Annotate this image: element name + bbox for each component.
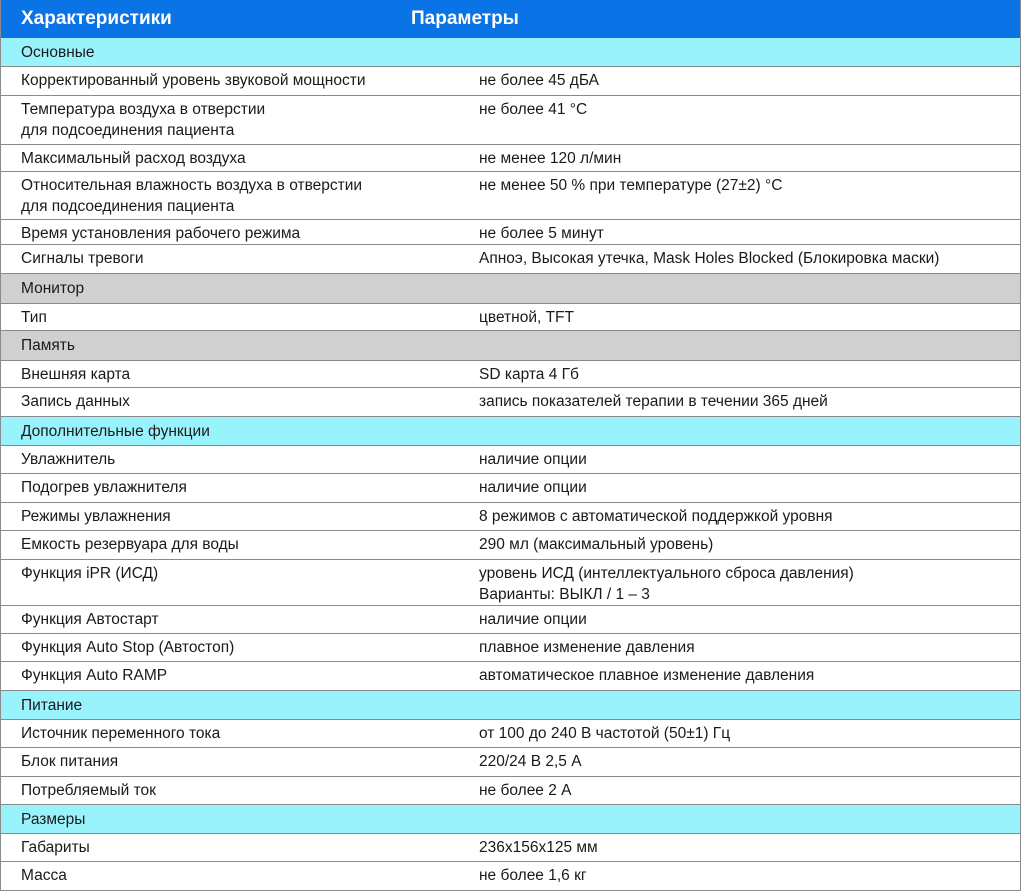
row-label: Относительная влажность воздуха в отверстии для подсоединения пациента: [21, 177, 363, 215]
section-title: Монитор: [21, 280, 85, 297]
header-characteristics: Характеристики: [21, 8, 172, 29]
row-label: Блок питания: [21, 753, 119, 770]
table-row: [1, 96, 1020, 145]
row-label: Масса: [21, 867, 67, 884]
section-header: [1, 331, 1020, 361]
section-header: [1, 274, 1020, 304]
table-row: [1, 834, 1020, 862]
row-value: плавное изменение давления: [479, 639, 695, 656]
table-row: [1, 245, 1020, 274]
table-row: [1, 777, 1020, 805]
row-label: Функция iPR (ИСД): [21, 565, 159, 582]
row-label: Потребляемый ток: [21, 782, 156, 799]
row-value: от 100 до 240 В частотой (50±1) Гц: [479, 725, 731, 742]
section-title: Питание: [21, 697, 83, 714]
row-label: Функция Автостарт: [21, 611, 159, 628]
table-row: [1, 304, 1020, 331]
row-value: не более 45 дБА: [479, 72, 599, 89]
table-row: [1, 145, 1020, 172]
row-value: 236x156x125 мм: [479, 839, 598, 856]
row-label: Увлажнитель: [21, 451, 116, 468]
row-value: наличие опции: [479, 451, 587, 468]
row-value: наличие опции: [479, 611, 587, 628]
row-value: SD карта 4 Гб: [479, 366, 579, 383]
table-row: [1, 503, 1020, 531]
row-label: Сигналы тревоги: [21, 250, 144, 267]
row-label: Функция Auto Stop (Автостоп): [21, 639, 235, 656]
table-row: [1, 560, 1020, 606]
row-label: Функция Auto RAMP: [21, 667, 168, 684]
table-row: [1, 220, 1020, 245]
row-value: цветной, TFT: [479, 309, 574, 326]
table-row: [1, 361, 1020, 388]
table-row: [1, 662, 1020, 691]
row-value: автоматическое плавное изменение давления: [479, 667, 815, 684]
section-title: Память: [21, 337, 75, 354]
row-value: не более 5 минут: [479, 225, 604, 242]
table-row: [1, 720, 1020, 748]
section-header: [1, 417, 1020, 446]
row-value: не менее 120 л/мин: [479, 150, 622, 167]
row-value: 8 режимов с автоматической поддержкой уровня: [479, 508, 833, 525]
header-parameters: Параметры: [411, 8, 519, 29]
row-label: Время установления рабочего режима: [21, 225, 301, 242]
table-header: [1, 0, 1020, 38]
table-row: [1, 606, 1020, 634]
table-row: [1, 172, 1020, 220]
table-row: [1, 388, 1020, 417]
row-label: Запись данных: [21, 393, 130, 410]
row-label: Температура воздуха в отверстии для подсоединения пациента: [21, 101, 266, 139]
row-value: 290 мл (максимальный уровень): [479, 536, 714, 553]
row-value: 220/24 В 2,5 А: [479, 753, 582, 770]
row-label: Режимы увлажнения: [21, 508, 171, 525]
row-value: наличие опции: [479, 479, 587, 496]
row-value: не менее 50 % при температуре (27±2) °С: [479, 177, 783, 194]
row-label: Источник переменного тока: [21, 725, 221, 742]
table-row: [1, 474, 1020, 503]
row-value: запись показателей терапии в течении 365 дней: [479, 393, 828, 410]
row-label: Корректированный уровень звуковой мощности: [21, 72, 366, 89]
section-header: [1, 38, 1020, 67]
row-value: уровень ИСД (интеллектуального сброса давления) Варианты: ВЫКЛ / 1 – 3: [479, 565, 854, 603]
row-label: Внешняя карта: [21, 366, 131, 383]
table-row: [1, 446, 1020, 474]
row-label: Тип: [21, 309, 47, 326]
section-header: [1, 691, 1020, 720]
table-row: [1, 531, 1020, 560]
row-value: не более 41 °С: [479, 101, 588, 118]
row-value: Апноэ, Высокая утечка, Mask Holes Blocked (Блокировка маски): [479, 250, 940, 267]
row-value: не более 2 А: [479, 782, 572, 799]
section-title: Дополнительные функции: [21, 423, 210, 440]
table-row: [1, 67, 1020, 96]
row-value: не более 1,6 кг: [479, 867, 587, 884]
section-title: Основные: [21, 44, 95, 61]
section-title: Размеры: [21, 811, 86, 828]
row-label: Максимальный расход воздуха: [21, 150, 246, 167]
row-label: Подогрев увлажнителя: [21, 479, 187, 496]
section-header: [1, 805, 1020, 834]
row-label: Емкость резервуара для воды: [21, 536, 239, 553]
table-row: [1, 748, 1020, 777]
table-row: [1, 634, 1020, 662]
row-label: Габариты: [21, 839, 90, 856]
table-row: [1, 862, 1020, 891]
